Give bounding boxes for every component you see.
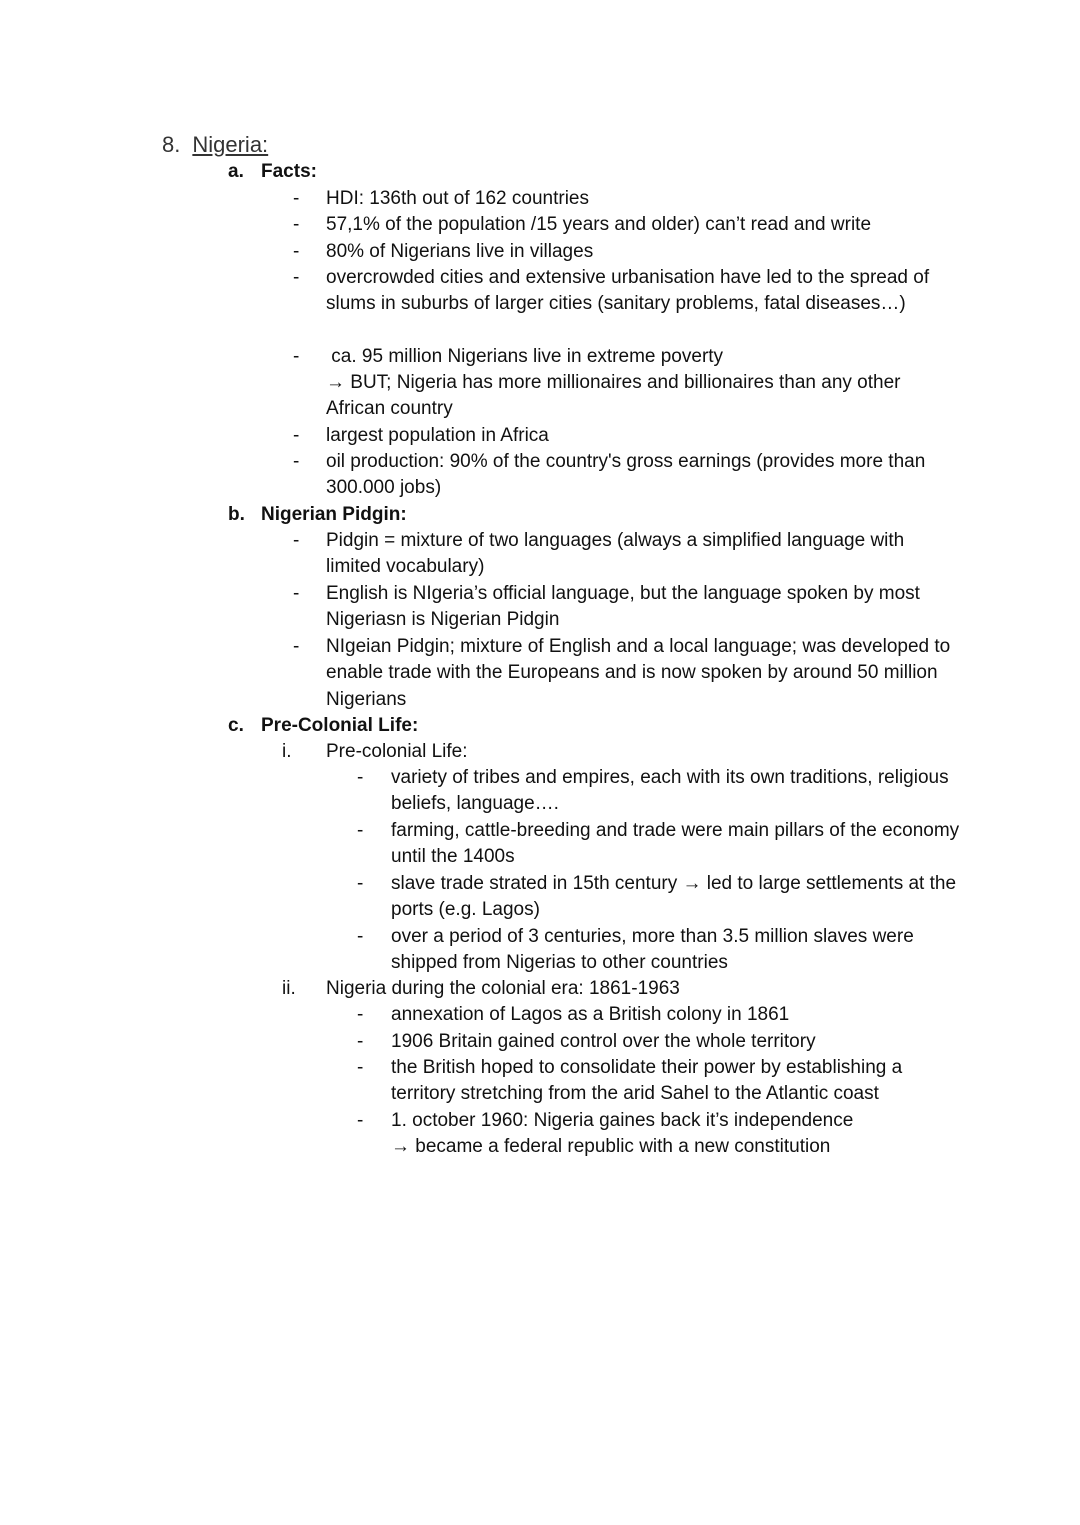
item-text: oil production: 90% of the country's gross earnings (provides more than 300.000 jobs) [326,451,926,499]
bullet-dash: - [293,241,300,262]
list-item [357,871,961,924]
list-item [293,186,956,212]
bullet-dash: - [357,1110,364,1131]
list-item [293,528,956,581]
item-text: 1906 Britain gained control over the whole territory [391,1031,816,1052]
section-c-heading [228,713,418,739]
list-item [293,265,956,318]
item-text: annexation of Lagos as a British colony in 1861 [391,1004,790,1025]
item-text: English is NIgeria’s official language, but the language spoken by most Nigeriasn is Nigerian Pidgin [326,583,920,631]
bullet-dash: - [357,1057,364,1078]
section-b-marker: b. [228,504,245,525]
bullet-dash: - [293,346,300,367]
section-c-marker: c. [228,715,244,736]
list-item [293,581,956,634]
item-text: ca. 95 million Nigerians live in extreme poverty [326,346,724,367]
item-text: overcrowded cities and extensive urbanisation have led to the spread of slums in suburbs of larger cities (sanitary problems, fatal diseases…) [326,267,930,315]
subsection-i-title: Pre-colonial Life: [326,741,468,762]
subsection-i-marker: i. [282,741,292,762]
list-item [293,423,956,449]
bullet-dash: - [293,636,300,657]
list-item [357,765,961,818]
bullet-dash: - [357,873,364,894]
list-item [357,1002,961,1028]
list-item [357,1055,961,1108]
subsection-ii-title: Nigeria during the colonial era: 1861-1963 [326,978,680,999]
item-text: 57,1% of the population /15 years and older) can’t read and write [326,214,872,235]
item-text: HDI: 136th out of 162 countries [326,188,589,209]
heading-number: 8. [162,132,181,157]
item-text: the British hoped to consolidate their power by establishing a territory stretching from the arid Sahel to the Atlantic coast [391,1057,903,1105]
section-a-marker: a. [228,161,244,182]
list-item [293,449,956,502]
list-item [293,239,956,265]
bullet-dash: - [357,926,364,947]
subsection-i-heading [282,739,468,765]
section-b-heading [228,502,407,528]
item-text: NIgeian Pidgin; mixture of English and a local language; was developed to enable trade with the Europeans and is now spoken by around 50 million Nigerians [326,636,951,710]
page-heading [162,131,268,159]
item-text: Pidgin = mixture of two languages (always a simplified language with limited vocabulary) [326,530,905,578]
list-item [357,924,961,977]
item-text: variety of tribes and empires, each with its own traditions, religious beliefs, language…. [391,767,949,815]
bullet-dash: - [293,425,300,446]
item-text: → BUT; Nigeria has more millionaires and billionaires than any other African country [326,372,901,420]
list-item-continuation [391,1134,961,1160]
item-text: largest population in Africa [326,425,549,446]
item-text: slave trade strated in 15th century → led to large settlements at the ports (e.g. Lagos) [391,873,957,921]
bullet-dash: - [293,267,300,288]
list-item [357,818,961,871]
bullet-dash: - [293,530,300,551]
bullet-dash: - [357,767,364,788]
section-b-title: Nigerian Pidgin: [261,504,407,525]
item-text: 1. october 1960: Nigeria gaines back it’s independence [391,1110,854,1131]
section-c-title: Pre-Colonial Life: [261,715,419,736]
list-item [357,1108,961,1134]
bullet-dash: - [357,1031,364,1052]
bullet-dash: - [357,820,364,841]
subsection-ii-marker: ii. [282,978,296,999]
heading-title: Nigeria: [192,132,269,157]
bullet-dash: - [293,214,300,235]
subsection-ii-heading [282,976,680,1002]
list-item-continuation [326,370,956,423]
list-item [293,344,956,370]
bullet-dash: - [357,1004,364,1025]
list-item [357,1029,961,1055]
section-a-heading [228,159,317,185]
list-item [293,634,956,713]
item-text: farming, cattle-breeding and trade were main pillars of the economy until the 1400s [391,820,960,868]
bullet-dash: - [293,451,300,472]
item-text: over a period of 3 centuries, more than 3.5 million slaves were shipped from Nigerias to other countries [391,926,914,974]
list-item [293,212,956,238]
bullet-dash: - [293,188,300,209]
bullet-dash: - [293,583,300,604]
item-text: → became a federal republic with a new constitution [391,1136,831,1157]
item-text: 80% of Nigerians live in villages [326,241,594,262]
section-a-title: Facts: [261,161,317,182]
